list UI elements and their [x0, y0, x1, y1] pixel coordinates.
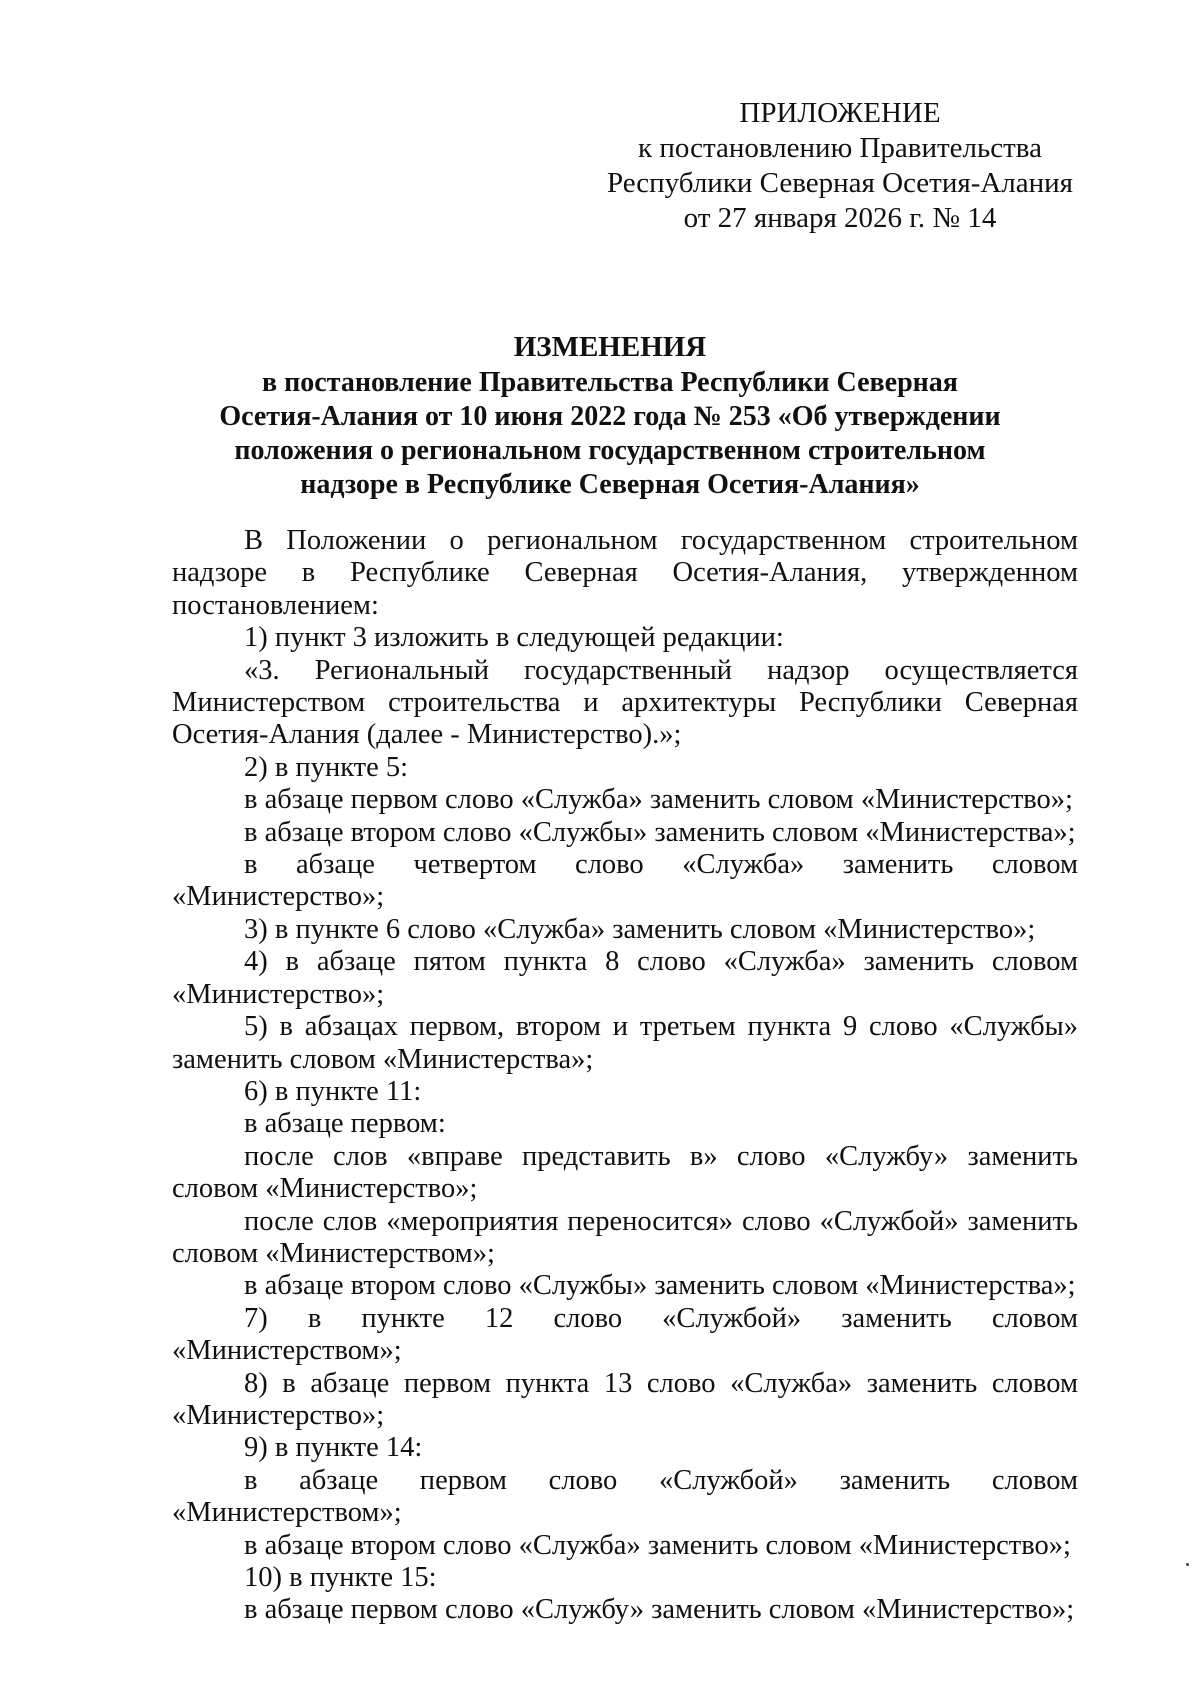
paragraph: 6) в пункте 11:	[244, 1075, 422, 1107]
appendix-line-2: Республики Северная Осетия-Алания	[606, 167, 1074, 199]
paragraph: в абзаце первом слово «Службой» заменить словом «Министерством»;	[172, 1464, 1078, 1529]
title-line-1: в постановление Правительства Республики Северная	[262, 367, 958, 398]
paragraph: после слов «мероприятия переносится» слово «Службой» заменить словом «Министерством»;	[172, 1205, 1078, 1269]
paragraph: после слов «вправе представить в» слово «Службу» заменить словом «Министерство»;	[172, 1140, 1078, 1205]
appendix-line-1: к постановлению Правительства	[638, 132, 1042, 164]
paragraph: в абзаце втором слово «Службы» заменить словом «Министерства»;	[244, 816, 1076, 848]
title-line-2: Осетия-Алания от 10 июня 2022 года № 253 «Об утверждении	[219, 401, 1001, 432]
paragraph: 9) в пункте 14:	[244, 1432, 423, 1464]
title-line-3: положения о региональном государственном строительном	[234, 435, 986, 466]
paragraph: 8) в абзаце первом пункта 13 слово «Служба» заменить словом «Министерство»;	[172, 1367, 1078, 1431]
paragraph: в абзаце втором слово «Службы» заменить словом «Министерства»;	[244, 1270, 1076, 1302]
appendix-heading: ПРИЛОЖЕНИЕ	[739, 97, 941, 129]
document-title	[160, 330, 1060, 502]
appendix-header	[590, 96, 1090, 236]
paragraph: в абзаце четвертом слово «Служба» заменить словом «Министерство»;	[172, 849, 1078, 913]
appendix-line-3: от 27 января 2026 г. № 14	[683, 202, 997, 234]
paragraph: 1) пункт 3 изложить в следующей редакции:	[244, 622, 784, 654]
paragraph: 4) в абзаце пятом пункта 8 слово «Служба» заменить словом «Министерство»;	[172, 946, 1078, 1010]
paragraph: 2) в пункте 5:	[244, 751, 409, 783]
paragraph: в абзаце первом:	[244, 1108, 446, 1140]
paragraph: В Положении о региональном государственном строительном надзоре в Республике Северная Осетия-Алания, утвержденном постановлением:	[172, 525, 1078, 621]
paragraph: «3. Региональный государственный надзор осуществляется Министерством строительства и архитектуры Республики Северная Осетия-Алания (далее - Министерство).»;	[172, 654, 1078, 751]
document-body	[172, 525, 1078, 1627]
paragraph: 7) в пункте 12 слово «Службой» заменить словом «Министерством»;	[172, 1302, 1078, 1367]
paragraph: в абзаце первом слово «Службу» заменить словом «Министерство»;	[244, 1594, 1075, 1626]
paragraph: 3) в пункте 6 слово «Служба» заменить словом «Министерство»;	[244, 913, 1036, 945]
paragraph: в абзаце втором слово «Служба» заменить словом «Министерство»;	[244, 1529, 1071, 1561]
title-line-4: надзоре в Республике Северная Осетия-Алания»	[300, 469, 920, 500]
paragraph: в абзаце первом слово «Служба» заменить словом «Министерство»;	[244, 784, 1073, 816]
paragraph: 5) в абзацах первом, втором и третьем пункта 9 слово «Службы» заменить словом «Министерства»;	[172, 1011, 1078, 1075]
scan-artifact	[1186, 1563, 1189, 1566]
paragraph: 10) в пункте 15:	[244, 1562, 437, 1593]
title-main: ИЗМЕНЕНИЯ	[513, 331, 707, 363]
